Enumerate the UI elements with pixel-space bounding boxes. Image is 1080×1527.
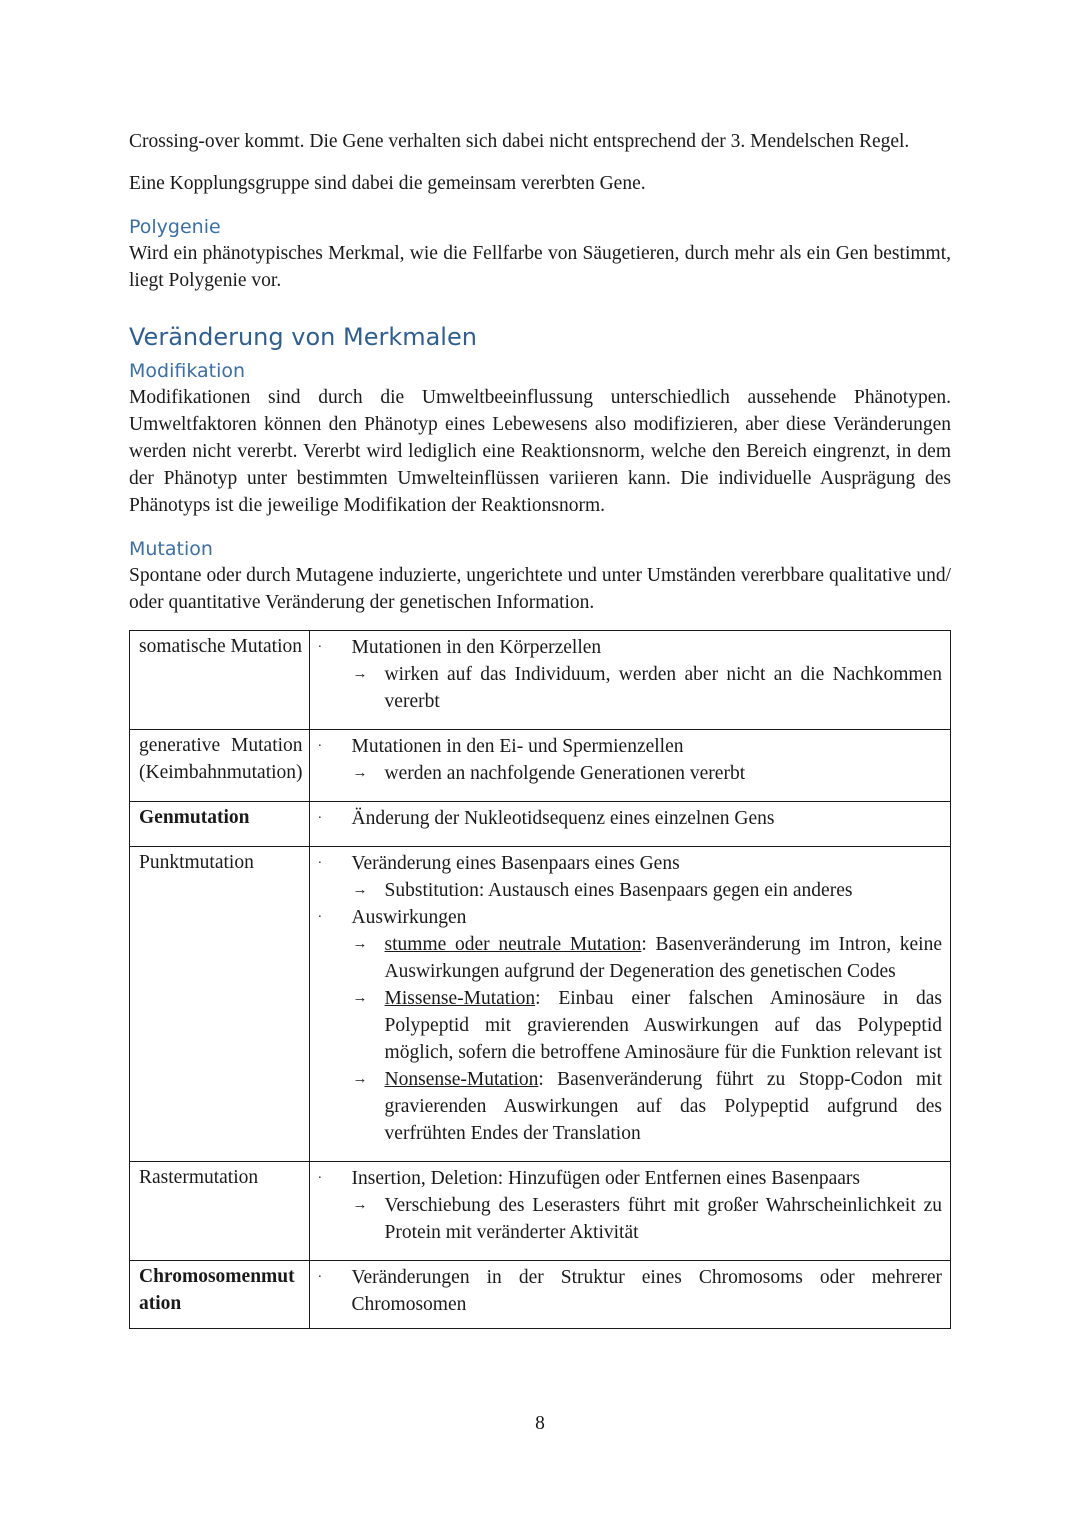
arrow-item: [318, 985, 942, 1066]
bullet-item: [318, 733, 942, 760]
modifikation-text: Modifikationen sind durch die Umweltbeeinflussung unterschiedlich aussehende Phänotypen. Umweltfaktoren können den Phänotyp eines Lebewesens also modifizieren, aber diese Veränderungen werden nicht vererbt. Vererbt wird lediglich eine Reaktionsnorm, welche den Bereich eingrenzt, in dem der Phänotyp unter bestimmten Umwelteinflüssen variieren kann. Die individuelle Ausprägung des Phänotyps ist die jeweilige Modifikation der Reaktionsnorm.: [129, 387, 951, 516]
desc-cell: [309, 631, 950, 730]
arrow-text: : Basenveränderung führt zu Stopp-Codon mit gravierenden Auswirkungen auf das Polypeptid aufgrund des verfrühten Endes der Translation: [384, 1069, 942, 1144]
term-chromosomenmutation: Chromosomenmutation: [139, 1266, 295, 1314]
desc-cell: [309, 1162, 950, 1261]
bullet-item: [318, 805, 942, 832]
heading-modifikation: Modifikation: [129, 360, 246, 382]
arrow-right-icon: →: [352, 990, 368, 1006]
table-row: [130, 730, 951, 802]
arrow-text: Verschiebung des Leserasters führt mit großer Wahrscheinlichkeit zu Protein mit veränderter Aktivität: [384, 1195, 942, 1243]
bullet-item: [318, 850, 942, 877]
bullet-text: Mutationen in den Körperzellen: [351, 637, 602, 658]
term-generative-mutation: generative Mutation (Keimbahnmutation): [139, 735, 303, 783]
intro-paragraph-2: Eine Kopplungsgruppe sind dabei die gemeinsam vererbten Gene.: [129, 173, 646, 194]
intro-paragraph-1: Crossing-over kommt. Die Gene verhalten sich dabei nicht entsprechend der 3. Mendelschen Regel.: [129, 131, 910, 152]
bullet-icon: ·: [317, 856, 323, 871]
term-cell: [130, 1261, 310, 1329]
term-cell: [130, 802, 310, 847]
arrow-text: Substitution: Austausch eines Basenpaars gegen ein anderes: [384, 880, 853, 901]
bullet-text: Veränderung eines Basenpaars eines Gens: [351, 853, 680, 874]
mutation-text: Spontane oder durch Mutagene induzierte, ungerichtete und unter Umständen vererbbare qualitative und/ oder quantitative Veränderung der genetischen Information.: [129, 565, 951, 613]
bullet-text: Mutationen in den Ei- und Spermienzellen: [351, 736, 684, 757]
term-cell: [130, 631, 310, 730]
term-somatische-mutation: somatische Mutation: [139, 636, 303, 657]
bullet-item: [318, 904, 942, 931]
arrow-right-icon: →: [352, 1197, 368, 1213]
table-row: [130, 1162, 951, 1261]
desc-cell: [309, 847, 950, 1162]
bullet-text: Auswirkungen: [351, 907, 467, 928]
arrow-item: [318, 877, 942, 904]
bullet-icon: ·: [317, 1171, 323, 1186]
arrow-item: [318, 931, 942, 985]
arrow-right-icon: →: [352, 882, 368, 898]
arrow-item: [318, 1066, 942, 1147]
heading-mutation: Mutation: [129, 538, 213, 560]
arrow-text: wirken auf das Individuum, werden aber nicht an die Nachkommen vererbt: [384, 664, 942, 712]
desc-cell: [309, 802, 950, 847]
term-cell: [130, 1162, 310, 1261]
bullet-icon: ·: [317, 811, 323, 826]
arrow-text: : Einbau einer falschen Aminosäure in das Polypeptid mit gravierenden Auswirkungen auf das Polypeptid möglich, sofern die betroffene Aminosäure für die Funktion relevant ist: [384, 988, 942, 1063]
table-row: [130, 847, 951, 1162]
bullet-text: Änderung der Nukleotidsequenz eines einzelnen Gens: [351, 808, 775, 829]
desc-cell: [309, 1261, 950, 1329]
arrow-text: werden an nachfolgende Generationen vererbt: [384, 763, 746, 784]
heading-polygenie: Polygenie: [129, 216, 221, 238]
underlined-term: stumme oder neutrale Mutation: [384, 934, 642, 955]
arrow-item: [318, 760, 942, 787]
polygenie-text: Wird ein phänotypisches Merkmal, wie die Fellfarbe von Säugetieren, durch mehr als ein Gen bestimmt, liegt Polygenie vor.: [129, 243, 951, 291]
arrow-right-icon: →: [352, 936, 368, 952]
bullet-text: Veränderungen in der Struktur eines Chromosoms oder mehrerer Chromosomen: [351, 1267, 942, 1315]
bullet-item: [318, 1165, 942, 1192]
bullet-icon: ·: [317, 1270, 323, 1285]
arrow-text: : Basenveränderung im Intron, keine Auswirkungen aufgrund der Degeneration des genetischen Codes: [384, 934, 943, 982]
arrow-item: [318, 661, 942, 715]
bullet-text: Insertion, Deletion: Hinzufügen oder Entfernen eines Basenpaars: [351, 1168, 860, 1189]
term-punktmutation: Punktmutation: [139, 852, 254, 873]
term-rastermutation: Rastermutation: [139, 1167, 259, 1188]
bullet-item: [318, 1264, 942, 1318]
document-page: [129, 128, 951, 1329]
underlined-term: Missense-Mutation: [384, 988, 536, 1009]
term-cell: [130, 847, 310, 1162]
bullet-item: [318, 634, 942, 661]
mutation-table: [129, 630, 951, 1329]
bullet-icon: ·: [317, 739, 323, 754]
page-number: 8: [535, 1413, 545, 1434]
desc-cell: [309, 730, 950, 802]
table-row: [130, 802, 951, 847]
arrow-right-icon: →: [352, 1071, 368, 1087]
underlined-term: Nonsense-Mutation: [384, 1069, 539, 1090]
table-row: [130, 631, 951, 730]
term-genmutation: Genmutation: [139, 807, 250, 828]
table-row: [130, 1261, 951, 1329]
arrow-right-icon: →: [352, 666, 368, 682]
arrow-right-icon: →: [352, 765, 368, 781]
bullet-icon: ·: [317, 910, 323, 925]
heading-veraenderung: Veränderung von Merkmalen: [129, 323, 477, 351]
bullet-icon: ·: [317, 640, 323, 655]
term-cell: [130, 730, 310, 802]
arrow-item: [318, 1192, 942, 1246]
